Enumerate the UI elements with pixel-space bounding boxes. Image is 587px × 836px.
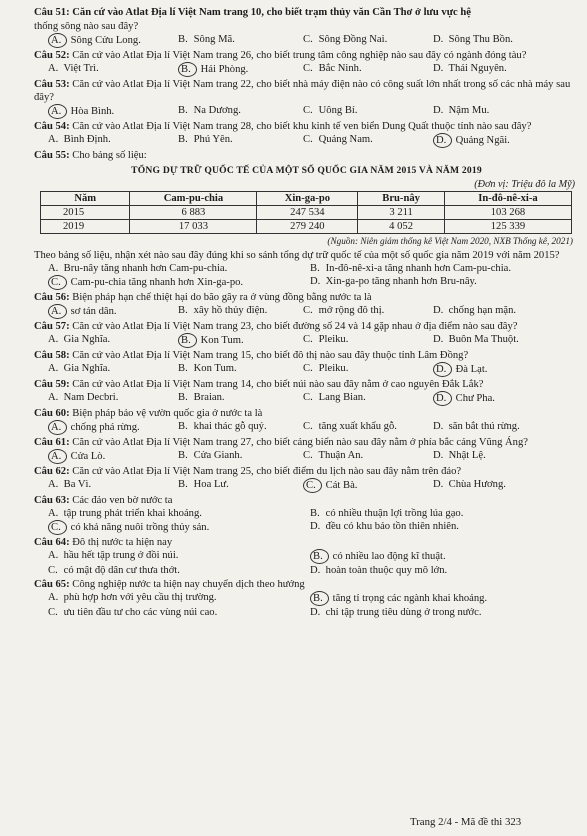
option-label: D. [433, 305, 444, 316]
question-stem: thống sông nào sau đây? [34, 21, 139, 32]
option-text: ưu tiên đầu tư cho các vùng núi cao. [63, 607, 218, 618]
table-cell: 17 033 [130, 220, 257, 234]
option-text: Sông Cửu Long. [70, 35, 141, 46]
option-text: Đà Lạt. [455, 364, 488, 375]
table-header-cell: Cam-pu-chia [130, 192, 257, 206]
answer-option[interactable] [48, 391, 178, 406]
question-number: Câu 55: [34, 150, 70, 161]
option-label: B. [178, 105, 188, 116]
option-text: Phú Yên. [193, 134, 233, 145]
question [34, 465, 579, 493]
option-text: Kon Tum. [200, 335, 244, 346]
option-label: C. [303, 450, 313, 461]
option-text: sơ tán dân. [70, 306, 117, 317]
table-source: (Nguồn: Niên giám thống kê Việt Nam 2020, NXB Thống kê, 2021) [327, 236, 573, 246]
option-label: B. [178, 305, 188, 316]
question [34, 378, 579, 406]
answer-option[interactable] [178, 391, 303, 406]
option-label: D. [310, 521, 321, 532]
answer-option[interactable] [48, 333, 178, 348]
answer-option[interactable] [433, 133, 583, 148]
option-text: Gia Nghĩa. [63, 363, 111, 374]
table-cell: 125 339 [444, 220, 571, 234]
option-label: C. [303, 105, 313, 116]
answer-option[interactable] [178, 104, 303, 119]
answer-option[interactable] [48, 549, 310, 564]
table-header-cell: Xin-ga-po [257, 192, 358, 206]
question-55 [34, 149, 579, 290]
option-text: Cửa Lò. [70, 451, 106, 462]
option-text: Chùa Hương. [448, 479, 506, 490]
question-block-56-62 [34, 291, 579, 493]
question-number: Câu 56: [34, 292, 70, 303]
options [48, 478, 579, 493]
table-unit: (Đơn vị: Triệu đô la Mỹ) [474, 179, 575, 190]
answer-option[interactable] [48, 478, 178, 493]
question [34, 407, 579, 435]
question-number: Câu 64: [34, 537, 70, 548]
option-label: C. [303, 34, 313, 45]
answer-option[interactable] [433, 478, 583, 493]
table-cell: 279 240 [257, 220, 358, 234]
answer-option[interactable] [303, 33, 433, 48]
question-51-header: Câu 51: Căn cứ vào Atlat Địa lí Việt Nam trang 10, cho biết trạm thủy văn Cần Thơ ở lưu vực hệ [34, 7, 472, 18]
option-text: Hòa Bình. [70, 106, 115, 117]
answer-option[interactable] [48, 606, 310, 619]
answer-option[interactable] [48, 33, 178, 48]
question-number: Câu 54: [34, 121, 70, 132]
table-cell: 6 883 [130, 206, 257, 220]
circled-option-label: A. [48, 304, 67, 319]
table-cell: 103 268 [444, 206, 571, 220]
answer-option[interactable] [303, 104, 433, 119]
answer-option[interactable] [178, 420, 303, 435]
answer-option[interactable] [310, 591, 580, 606]
option-text: Nam Decbri. [63, 392, 119, 403]
option-label: D. [433, 479, 444, 490]
option-text: Bru-nây tăng nhanh hơn Cam-pu-chia. [63, 263, 228, 274]
question-stem: Căn cứ vào Atlat Địa lí Việt Nam trang 25, cho biết điểm du lịch nào sau đây nằm trên đảo? [72, 466, 462, 477]
question [34, 20, 579, 48]
option-label: B. [178, 421, 188, 432]
option-text: Uông Bí. [318, 105, 358, 116]
option-label: D. [433, 34, 444, 45]
answer-option[interactable] [310, 520, 580, 535]
option-label: A. [48, 508, 59, 519]
option-label: A. [48, 479, 59, 490]
option-text: săn bắt thú rừng. [448, 421, 520, 432]
answer-option[interactable] [48, 104, 178, 119]
option-text: hoàn toàn thuộc quy mô lớn. [325, 565, 448, 576]
answer-option[interactable] [48, 275, 310, 290]
answer-option[interactable] [303, 133, 433, 148]
option-label: C. [303, 421, 313, 432]
option-text: chống phá rừng. [70, 422, 140, 433]
option-label: A. [48, 63, 59, 74]
option-label: C. [303, 305, 313, 316]
options [48, 549, 579, 577]
option-text: Hải Phòng. [200, 64, 249, 75]
option-text: Thuận An. [318, 450, 364, 461]
option-text: có khả năng nuôi trồng thủy sản. [70, 522, 210, 533]
option-text: khai thác gỗ quý. [193, 421, 267, 432]
option-text: tập trung phát triển khai khoáng. [63, 508, 202, 519]
table-cell: 3 211 [358, 206, 445, 220]
answer-option[interactable] [178, 362, 303, 377]
question-number: Câu 61: [34, 437, 70, 448]
circled-option-label: A. [48, 420, 67, 435]
question [34, 320, 579, 348]
question [34, 291, 579, 319]
answer-option[interactable] [433, 362, 583, 377]
option-label: C. [303, 363, 313, 374]
answer-option[interactable] [303, 420, 433, 435]
table-header-row [41, 192, 572, 206]
option-text: Hoa Lư. [193, 479, 229, 490]
question [34, 494, 579, 535]
question [34, 578, 579, 619]
option-label: C. [303, 334, 313, 345]
option-text: Buôn Ma Thuột. [448, 334, 519, 345]
option-label: A. [48, 134, 59, 145]
answer-option[interactable] [310, 275, 580, 290]
answer-option[interactable] [48, 304, 178, 319]
option-text: Sông Thu Bồn. [448, 34, 513, 45]
option-label: B. [178, 479, 188, 490]
answer-option[interactable] [433, 391, 583, 406]
option-text: Kon Tum. [193, 363, 237, 374]
exam-page [34, 6, 579, 620]
answer-option[interactable] [178, 133, 303, 148]
option-text: Quảng Nam. [318, 134, 373, 145]
table-row [41, 220, 572, 234]
option-text: Braian. [193, 392, 225, 403]
option-text: mở rộng đô thị. [318, 305, 385, 316]
question-stem: Biện pháp bảo vệ vườn quốc gia ở nước ta là [72, 408, 263, 419]
option-label: D. [433, 450, 444, 461]
answer-option[interactable] [178, 62, 303, 77]
answer-option[interactable] [303, 333, 433, 348]
question-stem: Các đảo ven bờ nước ta [72, 495, 173, 506]
question-number: Câu 65: [34, 579, 70, 590]
question-stem: Căn cứ vào Atlat Địa lí Việt Nam trang 26, cho biết trung tâm công nghiệp nào sau đây có ngành đóng tàu? [72, 50, 527, 61]
option-text: Na Dương. [193, 105, 241, 116]
options [48, 362, 579, 377]
option-text: Quảng Ngãi. [455, 135, 510, 146]
options [48, 420, 579, 435]
question-number: Câu 53: [34, 79, 70, 90]
circled-option-label: D. [433, 362, 452, 377]
option-text: Nậm Mu. [448, 105, 490, 116]
question-55-options [48, 262, 579, 290]
question-number: Câu 62: [34, 466, 70, 477]
option-label: A. [48, 363, 59, 374]
option-text: Sông Mã. [193, 34, 235, 45]
options [48, 304, 579, 319]
circled-option-label: C. [48, 520, 67, 535]
option-label: D. [433, 334, 444, 345]
answer-option[interactable] [48, 362, 178, 377]
answer-option[interactable] [303, 391, 433, 406]
answer-option[interactable] [303, 449, 433, 464]
question-stem: Căn cứ vào Atlat Địa lí Việt Nam trang 28, cho biết khu kinh tế ven biển Dung Quất thuộc tỉnh nào sau đây? [72, 121, 532, 132]
answer-option[interactable] [303, 62, 433, 77]
answer-option[interactable] [48, 507, 310, 520]
answer-option[interactable] [178, 304, 303, 319]
circled-option-label: B. [310, 549, 329, 564]
options [48, 507, 579, 535]
option-label: D. [310, 607, 321, 618]
circled-option-label: B. [178, 62, 197, 77]
option-label: C. [303, 392, 313, 403]
options [48, 33, 579, 48]
option-text: hầu hết tập trung ở đồi núi. [63, 550, 179, 561]
page-footer: Trang 2/4 - Mã đề thi 323 [410, 816, 522, 828]
answer-option[interactable] [48, 62, 178, 77]
question-block-63-65 [34, 494, 579, 619]
question-block-51-54 [34, 20, 579, 148]
option-label: B. [310, 263, 320, 274]
option-text: Việt Trì. [63, 63, 99, 74]
option-label: C. [48, 607, 58, 618]
question-stem: Căn cứ vào Atlat Địa lí Việt Nam trang 22, cho biết nhà máy điện nào có công suất lớn nhất trong số các nhà máy sau đây? [34, 79, 571, 103]
answer-option[interactable] [310, 606, 580, 619]
option-text: Sông Đồng Nai. [318, 34, 388, 45]
table-cell: 2015 [41, 206, 130, 220]
answer-option[interactable] [303, 362, 433, 377]
table-cell: 247 534 [257, 206, 358, 220]
answer-option[interactable] [433, 33, 583, 48]
question-number: Câu 60: [34, 408, 70, 419]
option-label: A. [48, 263, 59, 274]
option-text: Chư Pha. [455, 393, 495, 404]
option-text: In-đô-nê-xi-a tăng nhanh hơn Cam-pu-chia. [325, 263, 511, 274]
table-body [41, 206, 572, 234]
option-text: chỉ tập trung tiêu dùng ở trong nước. [325, 607, 482, 618]
question-stem: Cho bảng số liệu: [72, 150, 147, 161]
option-text: Bình Định. [63, 134, 111, 145]
question-stem: Công nghiệp nước ta hiện nay chuyển dịch theo hướng [72, 579, 305, 590]
question-number: Câu 63: [34, 495, 70, 506]
option-text: có nhiều thuận lợi trồng lúa gạo. [325, 508, 464, 519]
answer-option[interactable] [433, 62, 583, 77]
answer-option[interactable] [48, 520, 310, 535]
answer-option[interactable] [303, 478, 433, 493]
option-label: C. [303, 134, 313, 145]
options [48, 62, 579, 77]
question-stem: Căn cứ vào Atlat Địa lí Việt Nam trang 14, cho biết núi nào sau đây nằm ở cao nguyên Đắk Lắk? [72, 379, 484, 390]
reserves-table [40, 191, 572, 234]
answer-option[interactable] [310, 262, 580, 275]
circled-option-label: B. [310, 591, 329, 606]
option-label: A. [48, 550, 59, 561]
option-text: tăng xuất khẩu gỗ. [318, 421, 397, 432]
question [34, 78, 579, 119]
answer-option[interactable] [178, 478, 303, 493]
circled-option-label: A. [48, 104, 67, 119]
option-text: Xin-ga-po tăng nhanh hơn Bru-nây. [325, 276, 477, 287]
question [34, 49, 579, 77]
answer-option[interactable] [178, 33, 303, 48]
option-label: D. [433, 63, 444, 74]
circled-option-label: B. [178, 333, 197, 348]
answer-option[interactable] [433, 420, 583, 435]
answer-option[interactable] [48, 133, 178, 148]
answer-option[interactable] [303, 304, 433, 319]
question-stem: Đô thị nước ta hiện nay [72, 537, 173, 548]
question [34, 436, 579, 464]
option-text: tăng tỉ trọng các ngành khai khoáng. [332, 593, 488, 604]
option-text: Cam-pu-chia tăng nhanh hơn Xin-ga-po. [70, 277, 244, 288]
answer-option[interactable] [178, 333, 303, 348]
circled-option-label: D. [433, 391, 452, 406]
table-header-cell: Bru-nây [358, 192, 445, 206]
table-title: TỔNG DỰ TRỮ QUỐC TẾ CỦA MỘT SỐ QUỐC GIA NĂM 2015 VÀ NĂM 2019 [131, 165, 482, 176]
option-text: Pleiku. [318, 334, 349, 345]
circled-option-label: A. [48, 33, 67, 48]
table-cell: 2019 [41, 220, 130, 234]
circled-option-label: C. [48, 275, 67, 290]
answer-option[interactable] [310, 507, 580, 520]
answer-option[interactable] [48, 449, 178, 464]
answer-option[interactable] [433, 449, 583, 464]
options [48, 104, 579, 119]
option-label: D. [310, 276, 321, 287]
option-text: Thái Nguyên. [448, 63, 507, 74]
question [34, 536, 579, 577]
answer-option[interactable] [310, 564, 580, 577]
circled-option-label: C. [303, 478, 322, 493]
option-label: D. [310, 565, 321, 576]
question [34, 349, 579, 377]
circled-option-label: D. [433, 133, 452, 148]
option-text: Lang Bian. [318, 392, 366, 403]
table-row [41, 206, 572, 220]
question-stem: Căn cứ vào Atlat Địa lí Việt Nam trang 23, cho biết đường số 24 và 14 gặp nhau ở địa điểm nào sau đây? [72, 321, 518, 332]
answer-option[interactable] [48, 591, 310, 606]
option-label: B. [178, 363, 188, 374]
options [48, 391, 579, 406]
option-label: C. [48, 565, 58, 576]
option-text: chống hạn mặn. [448, 305, 517, 316]
answer-option[interactable] [48, 564, 310, 577]
question [34, 120, 579, 148]
options [48, 333, 579, 348]
answer-option[interactable] [48, 262, 310, 275]
question-number: Câu 58: [34, 350, 70, 361]
option-label: B. [178, 34, 188, 45]
option-text: Bắc Ninh. [318, 63, 362, 74]
option-label: A. [48, 392, 59, 403]
circled-option-label: A. [48, 449, 67, 464]
options [48, 591, 579, 619]
options [48, 449, 579, 464]
question-number: Câu 57: [34, 321, 70, 332]
option-text: có nhiều lao động kĩ thuật. [332, 551, 446, 562]
option-label: D. [433, 421, 444, 432]
option-text: Ba Vì. [63, 479, 92, 490]
table-cell: 4 052 [358, 220, 445, 234]
option-text: Nhật Lệ. [448, 450, 486, 461]
question-number: Câu 52: [34, 50, 70, 61]
option-text: đều có khu bảo tồn thiên nhiên. [325, 521, 459, 532]
option-label: B. [178, 392, 188, 403]
question-55-ask: Theo bảng số liệu, nhận xét nào sau đây đúng khi so sánh tổng dự trữ quốc tế của một số quốc gia năm 2019 với năm 2015? [34, 250, 560, 261]
option-label: B. [178, 450, 188, 461]
question-stem: Biện pháp hạn chế thiệt hại do bão gây ra ở vùng đồng bằng nước ta là [72, 292, 372, 303]
option-text: Gia Nghĩa. [63, 334, 111, 345]
option-label: B. [178, 134, 188, 145]
option-text: Cửa Gianh. [193, 450, 243, 461]
table-header-cell: In-đô-nê-xi-a [444, 192, 571, 206]
option-text: có mật độ dân cư thưa thớt. [63, 565, 180, 576]
option-label: C. [303, 63, 313, 74]
answer-option[interactable] [433, 333, 583, 348]
question-stem: Căn cứ vào Atlat Địa lí Việt Nam trang 15, cho biết đô thị nào sau đây thuộc tỉnh Lâm Đồng? [72, 350, 469, 361]
option-label: B. [310, 508, 320, 519]
option-text: Cát Bà. [325, 480, 358, 491]
answer-option[interactable] [433, 304, 583, 319]
answer-option[interactable] [433, 104, 583, 119]
answer-option[interactable] [310, 549, 580, 564]
answer-option[interactable] [178, 449, 303, 464]
question-number: Câu 59: [34, 379, 70, 390]
option-label: A. [48, 592, 59, 603]
answer-option[interactable] [48, 420, 178, 435]
option-label: D. [433, 105, 444, 116]
option-text: phù hợp hơn với yêu cầu thị trường. [63, 592, 217, 603]
option-text: Pleiku. [318, 363, 349, 374]
option-text: xây hồ thủy điện. [193, 305, 268, 316]
option-label: A. [48, 334, 59, 345]
question-stem: Căn cứ vào Atlat Địa lí Việt Nam trang 27, cho biết cảng biển nào sau đây nằm ở phía bắc cảng Vũng Áng? [72, 437, 528, 448]
table-header-cell: Năm [41, 192, 130, 206]
options [48, 133, 579, 148]
